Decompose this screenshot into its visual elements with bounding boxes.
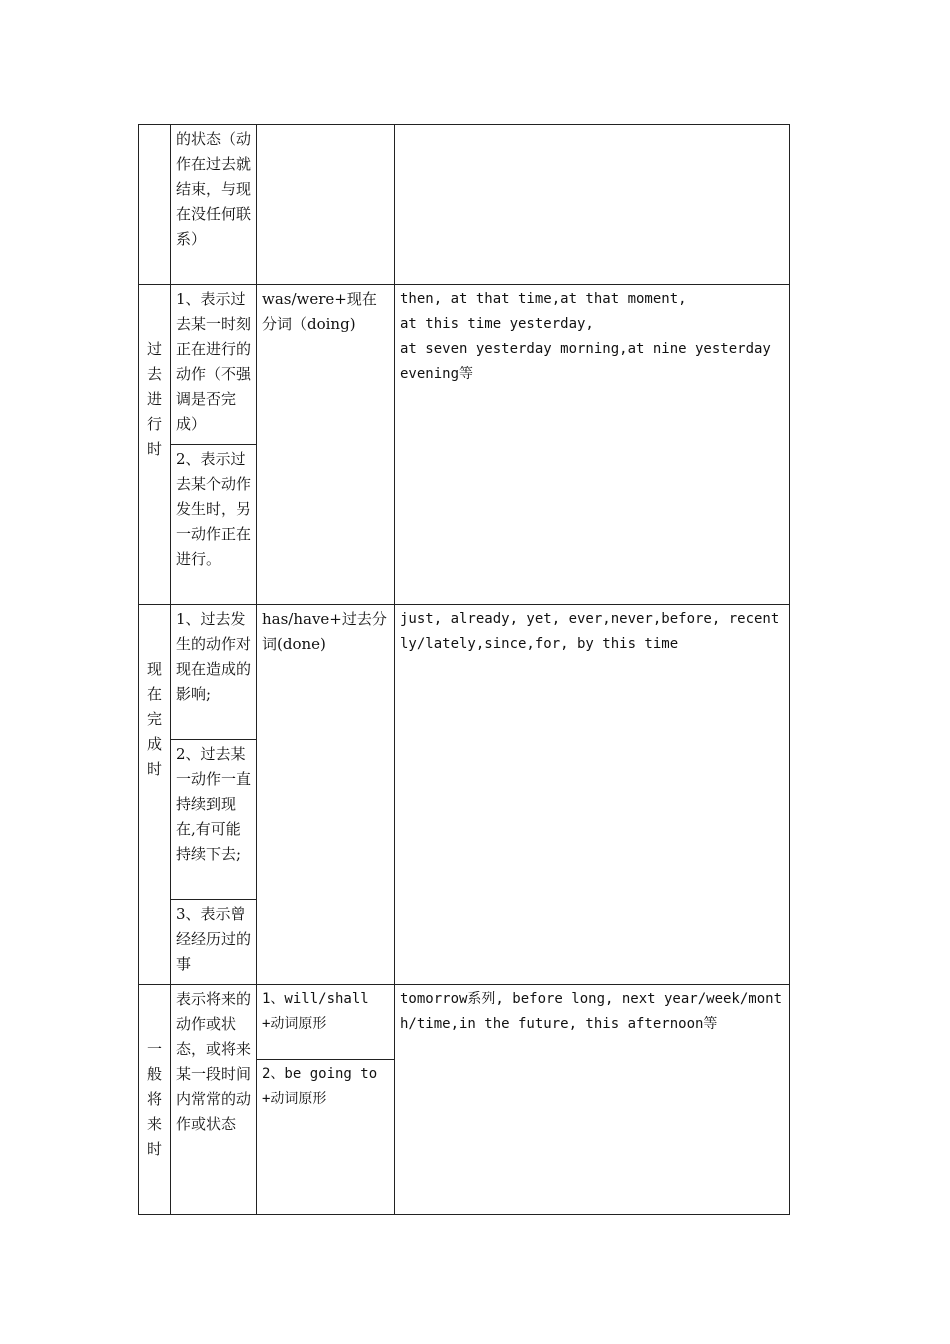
tense-name-past-continuous [139,285,171,605]
structure-cell [257,125,395,285]
signal-words-cell [395,125,790,285]
usage-cell: 1、过去发生的动作对现在造成的影响; [171,605,257,740]
table-row-past-continuous [139,285,790,445]
table-row-simple-future [139,985,790,1060]
signal-words-cell: just, already, yet, ever,never,before, recently/lately,since,for, by this time [395,605,790,985]
table-row-present-perfect [139,605,790,740]
tense-name-present-perfect [139,605,171,985]
structure-cell: has/have+过去分词(done) [257,605,395,985]
usage-cell: 3、表示曾经经历过的事 [171,900,257,985]
structure-cell: was/were+现在分词（doing) [257,285,395,605]
tense-name-text: 一般将来时 [147,1040,163,1158]
tense-name-text: 过去进行时 [147,340,163,458]
structure-cell: 1、will/shall+动词原形 [257,985,395,1060]
usage-cell: 的状态（动作在过去就结束，与现在没任何联系） [171,125,257,285]
tense-name-simple-future [139,985,171,1215]
tense-name-cell [139,125,171,285]
usage-cell: 表示将来的动作或状态，或将来某一段时间内常常的动作或状态 [171,985,257,1215]
signal-words-cell: then, at that time,at that moment, at this time yesterday, at seven yesterday morning,at nine yesterday evening等 [395,285,790,605]
usage-cell: 2、过去某一动作一直持续到现在,有可能持续下去; [171,740,257,900]
tense-name-text: 现在完成时 [147,660,163,778]
signal-words-cell: tomorrow系列, before long, next year/week/month/time,in the future, this afternoon等 [395,985,790,1215]
usage-cell: 2、表示过去某个动作发生时，另一动作正在进行。 [171,445,257,605]
tense-table [138,124,790,1215]
usage-cell: 1、表示过去某一时刻正在进行的动作（不强调是否完成） [171,285,257,445]
structure-cell: 2、be going to+动词原形 [257,1059,395,1214]
table-row-past-simple-tail [139,125,790,285]
